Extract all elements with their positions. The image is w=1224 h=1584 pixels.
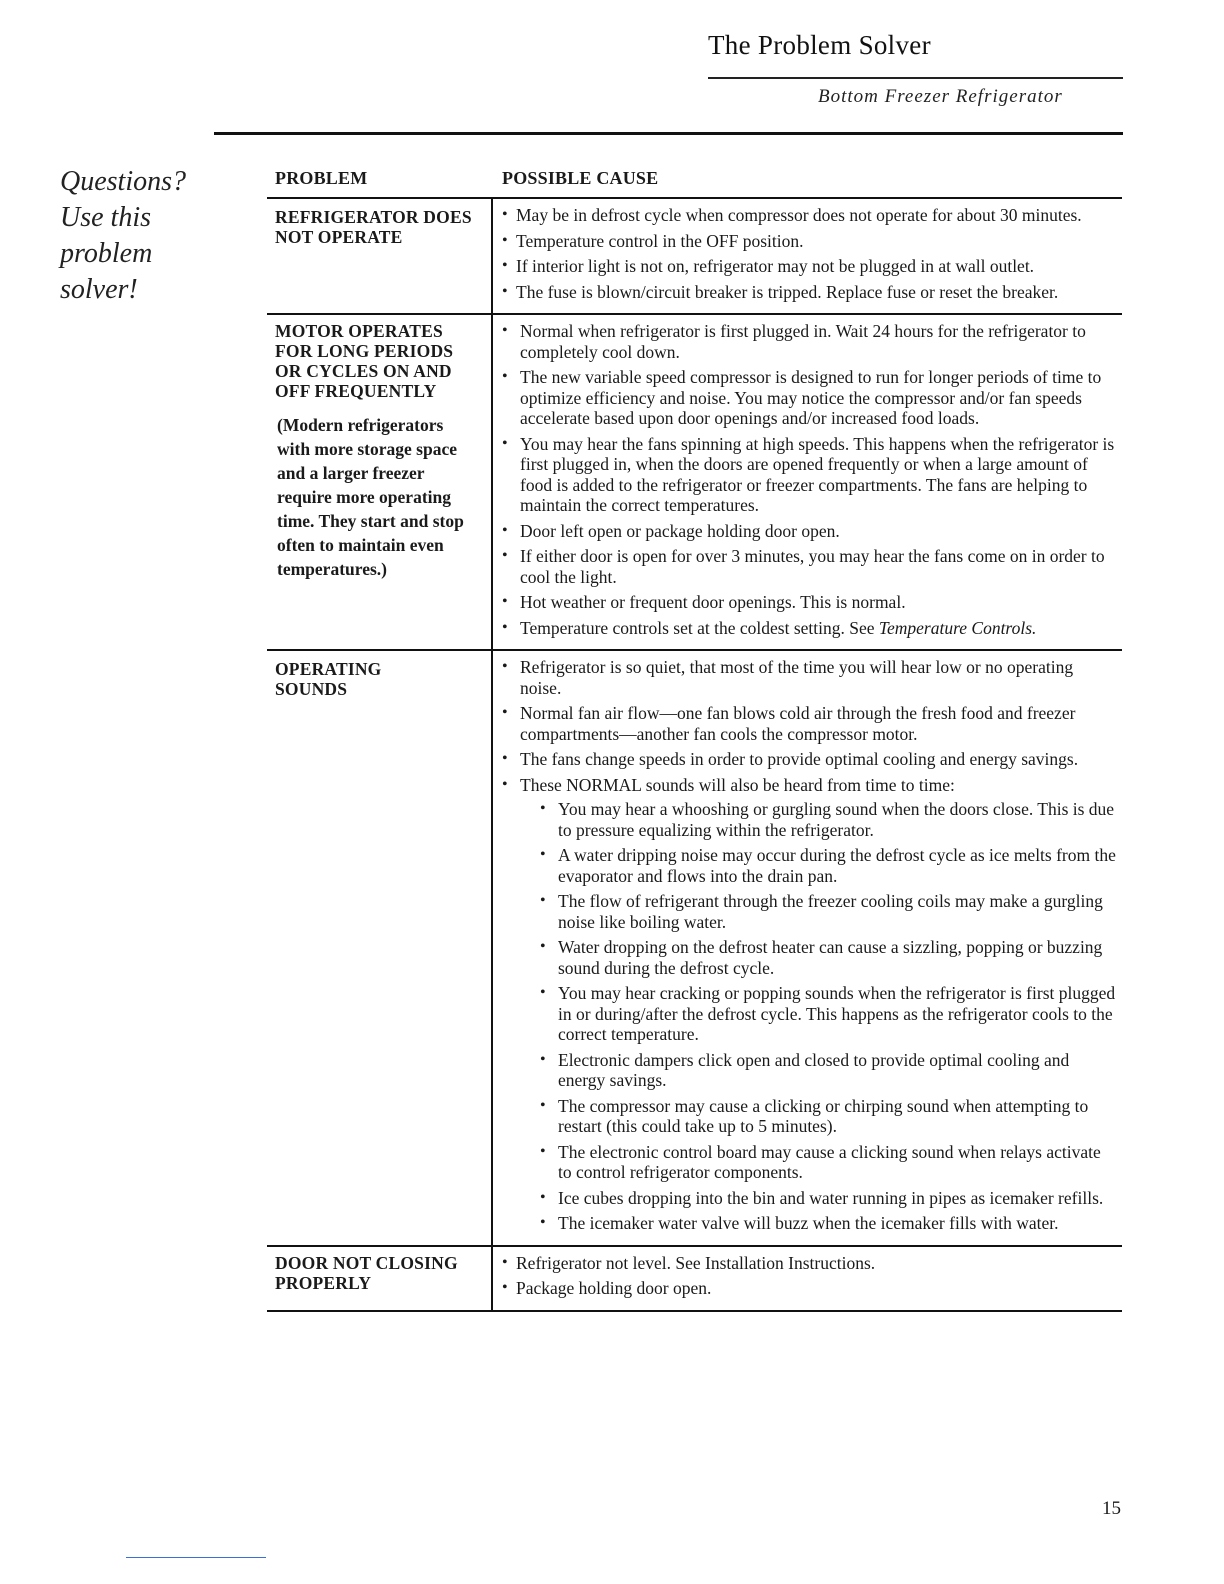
table-row bbox=[267, 315, 1122, 651]
cause-list bbox=[501, 1253, 1118, 1299]
column-header-problem: PROBLEM bbox=[275, 168, 368, 188]
list-item: • Door left open or package holding door open. bbox=[501, 521, 1118, 542]
section-divider bbox=[214, 132, 1123, 135]
list-item: • The fuse is blown/circuit breaker is tripped. Replace fuse or reset the breaker. bbox=[501, 282, 1118, 303]
page-title: The Problem Solver bbox=[708, 30, 931, 60]
sub-list-item: • Electronic dampers click open and closed to provide optimal cooling and energy savings. bbox=[539, 1050, 1118, 1091]
problem-cell bbox=[267, 1247, 493, 1310]
sub-list-item: • Ice cubes dropping into the bin and water running in pipes as icemaker refills. bbox=[539, 1188, 1118, 1209]
page-subtitle: Bottom Freezer Refrigerator bbox=[818, 86, 1063, 107]
problem-label: REFRIGERATOR DOES NOT OPERATE bbox=[275, 207, 472, 247]
list-item bbox=[501, 618, 1118, 639]
list-item: • Refrigerator not level. See Installation Instructions. bbox=[501, 1253, 1118, 1274]
problem-note: (Modern refrigerators with more storage space and a larger freezer require more operating time. They start and stop often to maintain even temperatures.) bbox=[277, 415, 464, 579]
cause-cell bbox=[493, 199, 1122, 313]
sub-cause-list bbox=[539, 799, 1118, 1234]
sidebar-line: Questions? bbox=[60, 166, 186, 197]
cause-cell bbox=[493, 651, 1122, 1245]
sub-list-item: • You may hear cracking or popping sounds when the refrigerator is first plugged in or during/after the defrost cycle. This happens as the refrigerator cools to the correct temperature. bbox=[539, 983, 1118, 1045]
temperature-controls-reference: Temperature Controls. bbox=[878, 617, 1037, 638]
sub-list-item: • The icemaker water valve will buzz when the icemaker fills with water. bbox=[539, 1213, 1118, 1234]
cause-cell bbox=[493, 1247, 1122, 1310]
list-item: • Normal when refrigerator is first plugged in. Wait 24 hours for the refrigerator to completely cool down. bbox=[501, 321, 1118, 362]
cause-list bbox=[501, 205, 1118, 302]
list-item: • May be in defrost cycle when compressor does not operate for about 30 minutes. bbox=[501, 205, 1118, 226]
sub-list-item: • The flow of refrigerant through the freezer cooling coils may make a gurgling noise like boiling water. bbox=[539, 891, 1118, 932]
list-item: • Hot weather or frequent door openings. This is normal. bbox=[501, 592, 1118, 613]
list-item: • Normal fan air flow—one fan blows cold air through the fresh food and freezer compartments—another fan cools the compressor motor. bbox=[501, 703, 1118, 744]
page-number: 15 bbox=[1102, 1498, 1121, 1519]
header-divider bbox=[708, 77, 1123, 79]
table-row bbox=[267, 199, 1122, 315]
list-item bbox=[501, 775, 1118, 1234]
problem-solver-table bbox=[267, 197, 1122, 1312]
list-item: • Package holding door open. bbox=[501, 1278, 1118, 1299]
column-header-cause: POSSIBLE CAUSE bbox=[502, 168, 659, 188]
sidebar-line: problem bbox=[60, 238, 153, 269]
cause-list bbox=[501, 657, 1118, 1234]
cause-text: These NORMAL sounds will also be heard from time to time: bbox=[520, 774, 955, 795]
sidebar-line: Use this bbox=[60, 202, 151, 233]
list-item: • If either door is open for over 3 minutes, you may hear the fans come on in order to cool the light. bbox=[501, 546, 1118, 587]
problem-label: DOOR NOT CLOSING PROPERLY bbox=[275, 1252, 458, 1293]
problem-label: MOTOR OPERATES FOR LONG PERIODS OR CYCLES ON AND OFF FREQUENTLY bbox=[275, 321, 454, 401]
list-item: • Refrigerator is so quiet, that most of the time you will hear low or no operating noise. bbox=[501, 657, 1118, 698]
problem-cell bbox=[267, 651, 493, 1245]
list-item: • You may hear the fans spinning at high speeds. This happens when the refrigerator is first plugged in, when the doors are opened frequently or when a large amount of food is added to the refrigerator or freezer compartments. The fans are helping to maintain the correct temperatures. bbox=[501, 434, 1118, 516]
cause-list bbox=[501, 321, 1118, 638]
list-item: • Temperature control in the OFF position. bbox=[501, 231, 1118, 252]
list-item: • If interior light is not on, refrigerator may not be plugged in at wall outlet. bbox=[501, 256, 1118, 277]
list-item: • The new variable speed compressor is designed to run for longer periods of time to optimize efficiency and noise. You may notice the compressor and/or fan speeds accelerate based upon door openings and/or increased food loads. bbox=[501, 367, 1118, 429]
table-row bbox=[267, 1247, 1122, 1312]
cause-cell bbox=[493, 315, 1122, 649]
problem-label: OPERATING SOUNDS bbox=[275, 659, 382, 699]
sidebar-callout bbox=[60, 164, 220, 308]
sub-list-item: • Water dropping on the defrost heater can cause a sizzling, popping or buzzing sound during the defrost cycle. bbox=[539, 937, 1118, 978]
table-row bbox=[267, 651, 1122, 1247]
problem-cell bbox=[267, 199, 493, 313]
sub-list-item: • The compressor may cause a clicking or chirping sound when attempting to restart (this could take up to 5 minutes). bbox=[539, 1096, 1118, 1137]
footer-link-underline bbox=[126, 1557, 266, 1558]
list-item: • The fans change speeds in order to provide optimal cooling and energy savings. bbox=[501, 749, 1118, 770]
sub-list-item: • The electronic control board may cause a clicking sound when relays activate to control refrigerator components. bbox=[539, 1142, 1118, 1183]
cause-text: Temperature controls set at the coldest setting. See bbox=[520, 617, 875, 638]
sidebar-line: solver! bbox=[60, 274, 138, 305]
problem-cell bbox=[267, 315, 493, 649]
sub-list-item: • You may hear a whooshing or gurgling sound when the doors close. This is due to pressure equalizing within the refrigerator. bbox=[539, 799, 1118, 840]
sub-list-item: • A water dripping noise may occur during the defrost cycle as ice melts from the evaporator and flows into the drain pan. bbox=[539, 845, 1118, 886]
